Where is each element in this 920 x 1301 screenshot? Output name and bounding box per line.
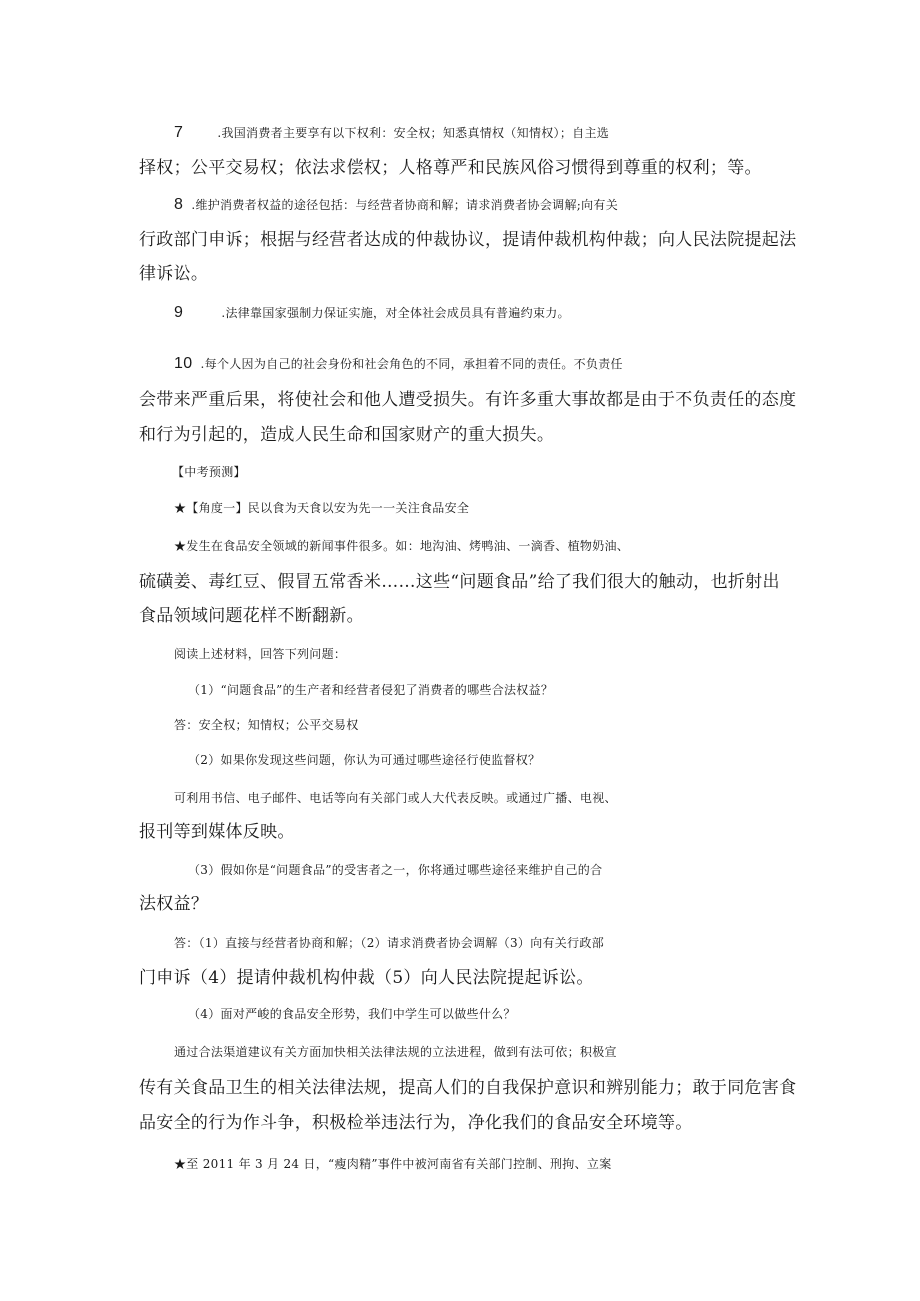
- material-line-1: ★发生在食品安全领域的新闻事件很多。如：地沟油、烤鸭油、一滴香、植物奶油、: [174, 539, 630, 553]
- item-9-text-1: .法律靠国家强制力保证实施，对全体社会成员具有普遍约束力。: [221, 306, 570, 320]
- item-10-line-1: [174, 352, 834, 376]
- answer-2-line-2: 报刊等到媒体反映。: [139, 822, 295, 842]
- item-7-text-1: .我国消费者主要享有以下权利：安全权；知悉真情权（知情权）；自主选: [217, 126, 610, 140]
- answer-3-line-2: 门申诉（4）提请仲裁机构仲裁（5）向人民法院提起诉讼。: [139, 968, 594, 988]
- angle-1-heading: ★【角度一】民以食为天食以安为先一一关注食品安全: [174, 501, 470, 515]
- question-1: （1）“问题食品”的生产者和经营者侵犯了消费者的哪些合法权益？: [188, 683, 554, 697]
- instruction: 阅读上述材料，回答下列问题：: [174, 647, 347, 661]
- item-10-line-2: 会带来严重后果，将使社会和他人遭受损失。有许多重大事故都是由于不负责任的态度: [139, 390, 797, 410]
- answer-2-line-1: 可利用书信、电子邮件、电话等向有关部门或人大代表反映。或通过广播、电视、: [174, 791, 617, 805]
- material-line-2: 硫磺姜、毒红豆、假冒五常香米……这些“问题食品”给了我们很大的触动，也折射出: [139, 572, 780, 592]
- item-8-line-3: 律诉讼。: [139, 264, 209, 284]
- item-8-line-1: [174, 193, 834, 217]
- item-9-line-1: [174, 301, 834, 325]
- question-3-line-2: 法权益？: [139, 894, 209, 914]
- question-4: （4）面对严峻的食品安全形势，我们中学生可以做些什么？: [188, 1007, 516, 1021]
- item-8-number: 8: [174, 196, 184, 213]
- question-3-line-1: （3）假如你是“问题食品”的受害者之一，你将通过哪些途径来维护自己的合: [188, 863, 603, 877]
- item-8-text-1: .维护消费者权益的途径包括：与经营者协商和解；请求消费者协会调解;向有关: [191, 198, 618, 212]
- question-2: （2）如果你发现这些问题，你认为可通过哪些途径行使监督权？: [188, 753, 541, 767]
- item-10-number: 10: [174, 355, 193, 372]
- answer-3-line-1: 答：（1）直接与经营者协商和解；（2）请求消费者协会调解（3）向有关行政部: [174, 936, 605, 950]
- item-7-line-1: [174, 121, 834, 145]
- material-line-3: 食品领域问题花样不断翻新。: [139, 606, 364, 626]
- closing-line: ★至 2011 年 3 月 24 日，“瘦肉精”事件中被河南省有关部门控制、刑拘、立案: [174, 1157, 612, 1171]
- item-10-text-1: .每个人因为自己的社会身份和社会角色的不同，承担着不同的责任。不负责任: [200, 357, 623, 371]
- answer-4-line-3: 品安全的行为作斗争，积极检举违法行为，净化我们的食品安全环境等。: [139, 1113, 693, 1133]
- item-9-number: 9: [174, 304, 184, 321]
- item-8-line-2: 行政部门申诉；根据与经营者达成的仲裁协议，提请仲裁机构仲裁；向人民法院提起法: [139, 230, 797, 250]
- answer-4-line-2: 传有关食品卫生的相关法律法规，提高人们的自我保护意识和辨别能力；敢于同危害食: [139, 1078, 797, 1098]
- item-7-number: 7: [174, 124, 184, 141]
- answer-4-line-1: 通过合法渠道建议有关方面加快相关法律法规的立法进程，做到有法可依；积极宣: [174, 1045, 617, 1059]
- answer-1: 答：安全权；知情权；公平交易权: [174, 718, 359, 732]
- item-7-line-2: 择权；公平交易权；依法求偿权；人格尊严和民族风俗习惯得到尊重的权利；等。: [139, 158, 762, 178]
- item-10-line-3: 和行为引起的，造成人民生命和国家财产的重大损失。: [139, 425, 555, 445]
- forecast-heading: 【中考预测】: [172, 465, 246, 479]
